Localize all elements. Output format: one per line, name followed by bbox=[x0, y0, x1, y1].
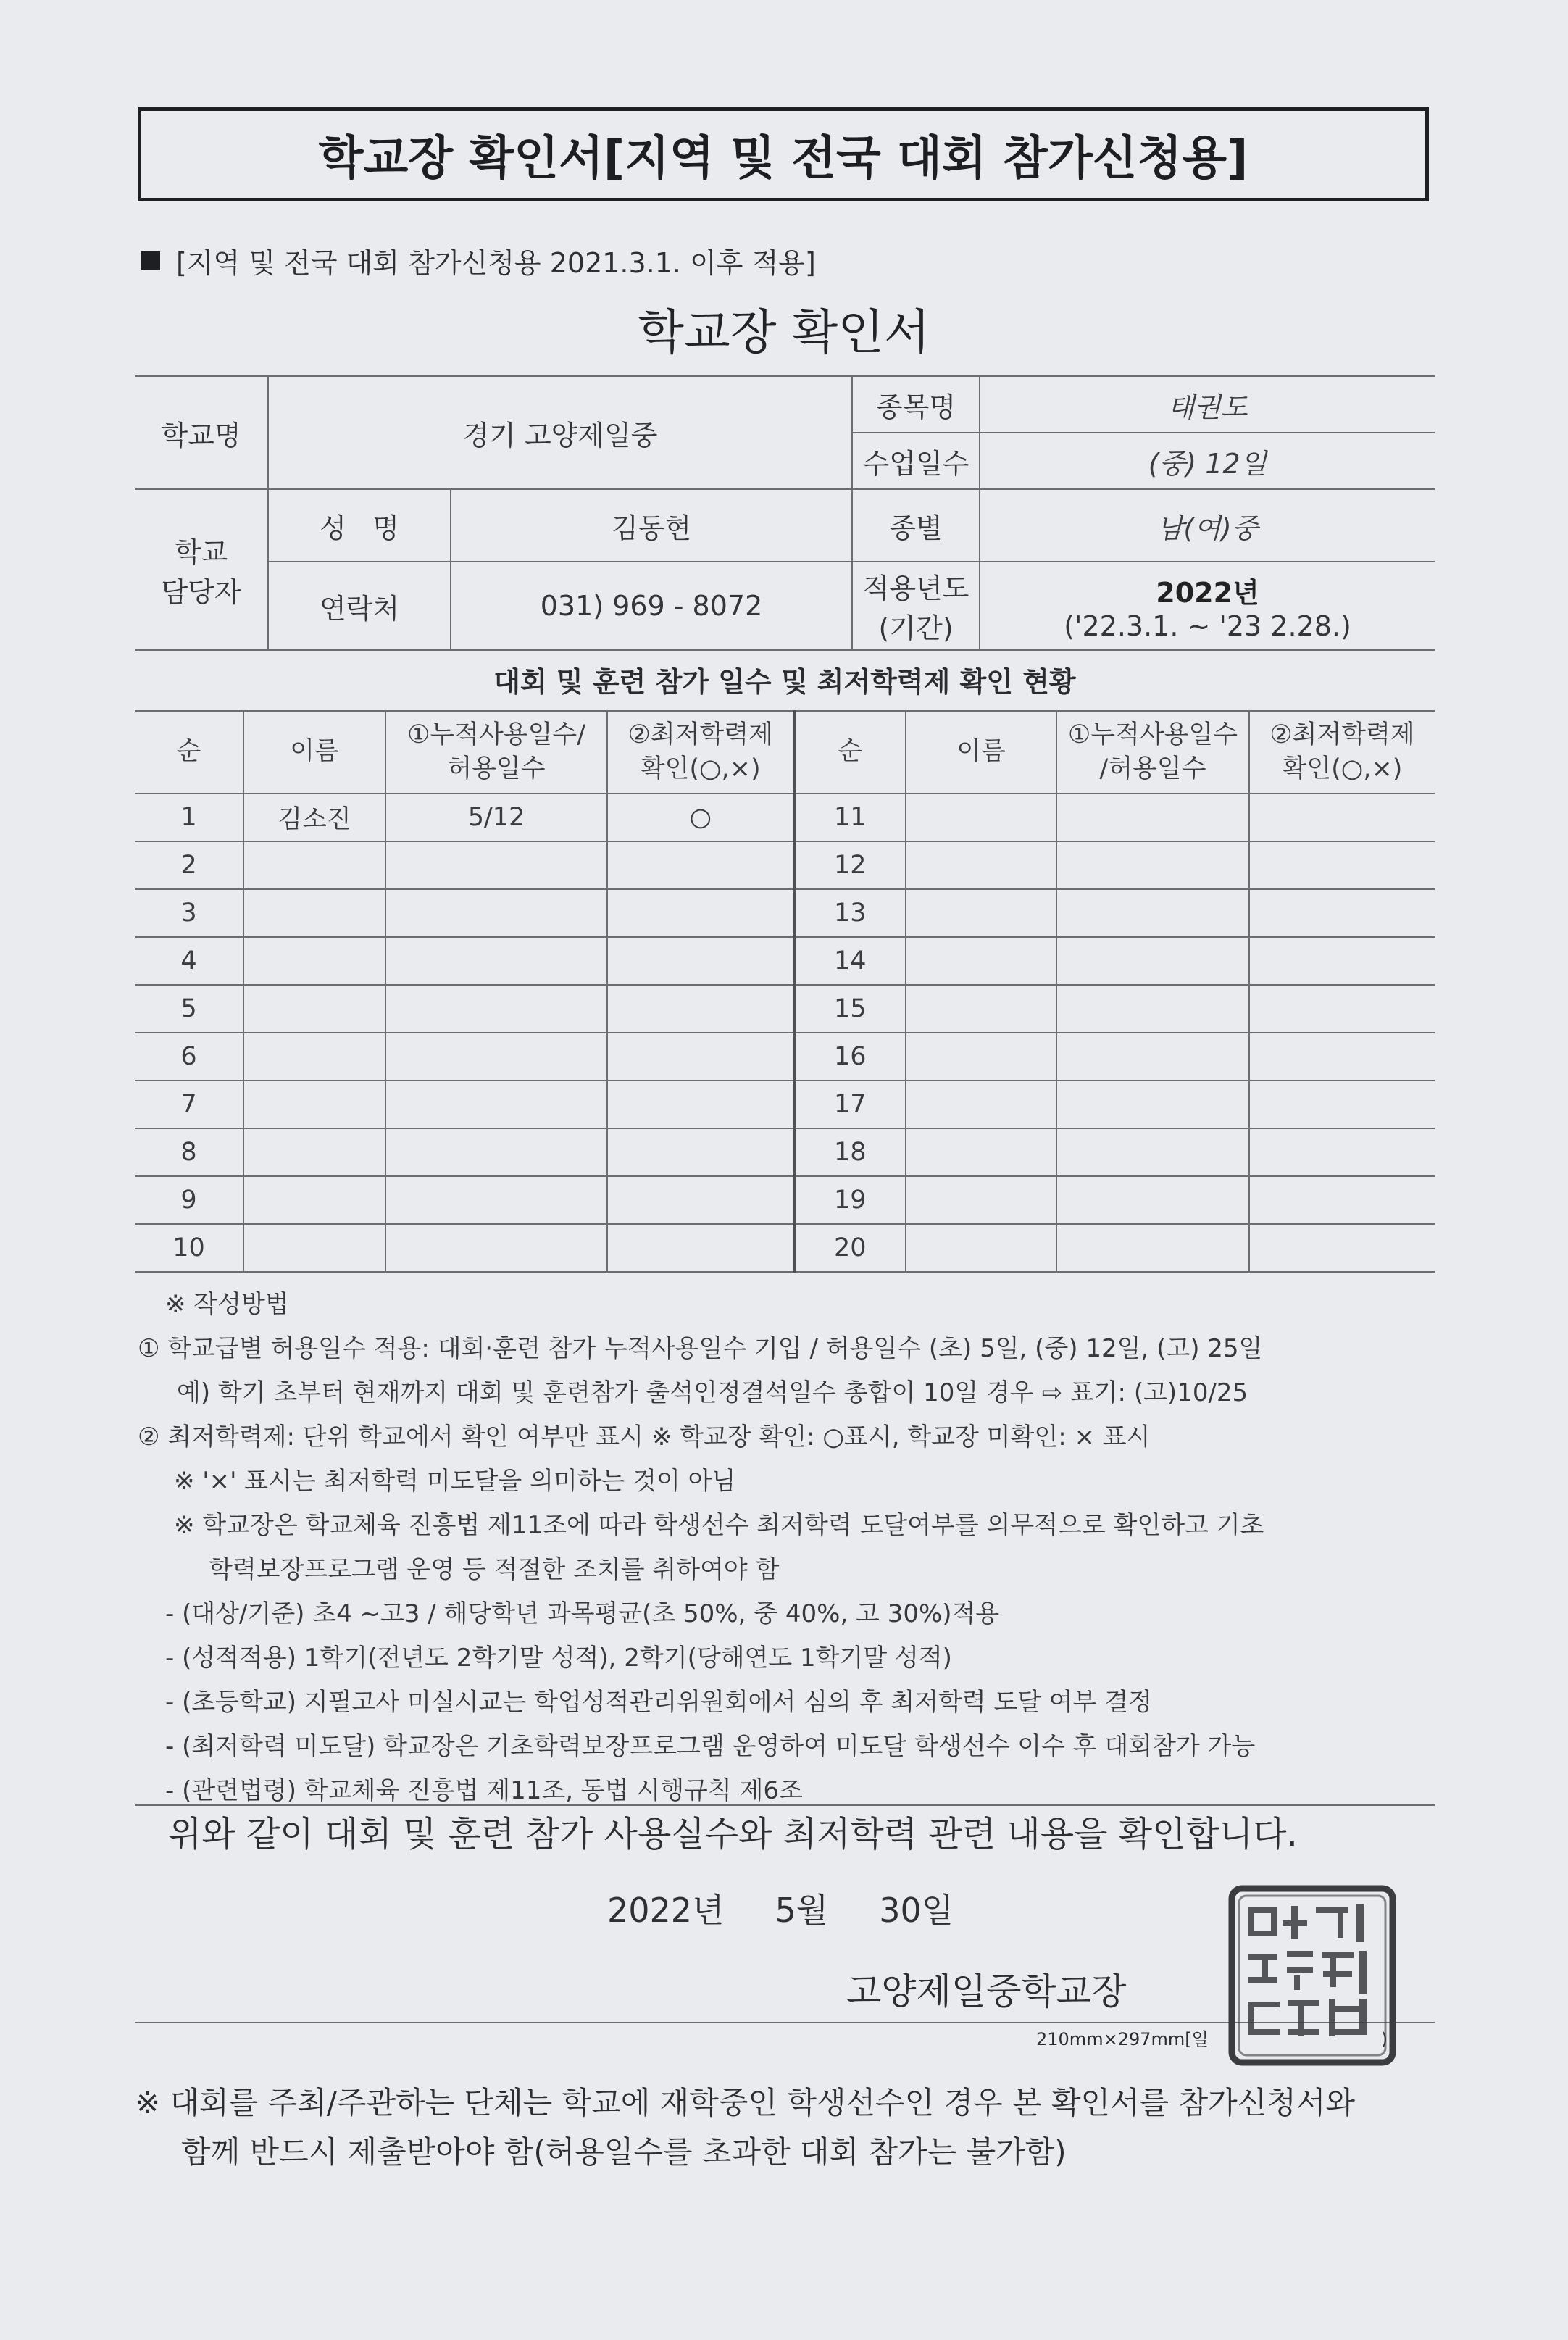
table-row bbox=[135, 1033, 1435, 1081]
row-number: 16 bbox=[794, 1033, 906, 1081]
class-days-value: (중) 12일 bbox=[980, 433, 1435, 489]
min-academic-check bbox=[1249, 889, 1435, 937]
student-name bbox=[906, 985, 1056, 1033]
table-row bbox=[135, 1176, 1435, 1224]
student-name bbox=[243, 1224, 385, 1272]
row-number: 14 bbox=[794, 937, 906, 985]
header-days-right-line1: ①누적사용일수 bbox=[1067, 720, 1238, 749]
days-used bbox=[1056, 794, 1249, 841]
notice-line: 함께 반드시 제출받아야 함(허용일수를 초과한 대회 참가는 불가함) bbox=[181, 2134, 1067, 2170]
student-name: 김소진 bbox=[243, 794, 385, 841]
school-name-value: 경기 고양제일중 bbox=[268, 376, 852, 489]
days-used bbox=[385, 937, 607, 985]
student-name bbox=[906, 841, 1056, 889]
table-header-row bbox=[135, 711, 1435, 794]
row-number: 20 bbox=[794, 1224, 906, 1272]
date-month: 5월 bbox=[775, 1891, 829, 1930]
student-name bbox=[243, 937, 385, 985]
student-name bbox=[906, 1033, 1056, 1081]
row-number: 18 bbox=[794, 1128, 906, 1176]
days-used bbox=[1056, 1176, 1249, 1224]
header-days-line2: 허용일수 bbox=[447, 754, 546, 783]
table-row bbox=[135, 794, 1435, 841]
submission-notice bbox=[135, 2078, 1475, 2177]
min-academic-check bbox=[607, 1128, 794, 1176]
days-used bbox=[385, 1176, 607, 1224]
school-name-label: 학교명 bbox=[135, 376, 268, 489]
days-used bbox=[1056, 889, 1249, 937]
days-used bbox=[385, 1128, 607, 1176]
days-used: 5/12 bbox=[385, 794, 607, 841]
row-number: 3 bbox=[135, 889, 243, 937]
instruction-line: 예) 학기 초부터 현재까지 대회 및 훈련참가 출석인정결석일수 총합이 10일 경우 ⇨ 표기: (고)10/25 bbox=[177, 1378, 1248, 1407]
year-value-line2: ('22.3.1. ~ '23 2.28.) bbox=[1064, 609, 1351, 642]
year-label-line2: (기간) bbox=[878, 612, 954, 644]
header-days-line1: ①누적사용일수/ bbox=[406, 720, 586, 749]
student-name bbox=[906, 1128, 1056, 1176]
min-academic-check bbox=[607, 889, 794, 937]
row-number: 17 bbox=[794, 1081, 906, 1128]
student-name bbox=[243, 1081, 385, 1128]
min-academic-check bbox=[1249, 937, 1435, 985]
instruction-line: - (초등학교) 지필고사 미실시교는 학업성적관리위원회에서 심의 후 최저학력 도달 여부 결정 bbox=[165, 1688, 1153, 1717]
table-row bbox=[135, 1081, 1435, 1128]
table-row bbox=[135, 1224, 1435, 1272]
days-used bbox=[385, 841, 607, 889]
min-academic-check bbox=[607, 1081, 794, 1128]
student-name bbox=[906, 794, 1056, 841]
student-name bbox=[906, 889, 1056, 937]
min-academic-check bbox=[607, 1224, 794, 1272]
header-check-line2: 확인(○,×) bbox=[640, 754, 761, 783]
days-used bbox=[1056, 841, 1249, 889]
min-academic-check bbox=[1249, 985, 1435, 1033]
instruction-line: 학력보장프로그램 운영 등 적절한 조치를 취하여야 함 bbox=[209, 1555, 780, 1584]
header-check-right-line2: 확인(○,×) bbox=[1282, 754, 1403, 783]
student-name bbox=[243, 841, 385, 889]
student-name bbox=[243, 1176, 385, 1224]
days-used bbox=[1056, 985, 1249, 1033]
row-number: 9 bbox=[135, 1176, 243, 1224]
min-academic-check bbox=[1249, 1176, 1435, 1224]
instructions bbox=[138, 1283, 1456, 1813]
contact-label: 연락처 bbox=[268, 562, 451, 650]
days-used bbox=[1056, 1033, 1249, 1081]
row-number: 12 bbox=[794, 841, 906, 889]
table-row bbox=[135, 937, 1435, 985]
school-info-table bbox=[135, 375, 1435, 651]
school-seal-stamp bbox=[1222, 1881, 1403, 2071]
class-days-label: 수업일수 bbox=[852, 433, 980, 489]
table-row bbox=[135, 985, 1435, 1033]
student-name bbox=[243, 1128, 385, 1176]
document-title: 학교장 확인서 bbox=[638, 304, 930, 360]
table-row bbox=[135, 1128, 1435, 1176]
min-academic-check bbox=[607, 985, 794, 1033]
table-row bbox=[135, 841, 1435, 889]
row-number: 2 bbox=[135, 841, 243, 889]
min-academic-check bbox=[1249, 1128, 1435, 1176]
student-name bbox=[243, 889, 385, 937]
min-academic-check bbox=[607, 1176, 794, 1224]
student-name bbox=[906, 937, 1056, 985]
instruction-line: ※ 학교장은 학교체육 진흥법 제11조에 따라 학생선수 최저학력 도달여부를 의무적으로 확인하고 기초 bbox=[174, 1511, 1264, 1540]
min-academic-check bbox=[1249, 1224, 1435, 1272]
header-no: 순 bbox=[135, 711, 243, 794]
min-academic-check bbox=[1249, 1033, 1435, 1081]
row-number: 11 bbox=[794, 794, 906, 841]
header-name: 이름 bbox=[243, 711, 385, 794]
min-academic-check bbox=[607, 937, 794, 985]
instruction-line: ① 학교급별 허용일수 적용: 대회·훈련 참가 누적사용일수 기입 / 허용일수 (초) 5일, (중) 12일, (고) 25일 bbox=[138, 1334, 1263, 1363]
table-row bbox=[135, 889, 1435, 937]
form-title: 학교장 확인서[지역 및 전국 대회 참가신청용] bbox=[138, 107, 1429, 201]
min-academic-check: ○ bbox=[607, 794, 794, 841]
contact-value: 031) 969 - 8072 bbox=[451, 562, 852, 650]
days-used bbox=[385, 889, 607, 937]
min-academic-check bbox=[1249, 1081, 1435, 1128]
student-name bbox=[906, 1224, 1056, 1272]
manager-label-line2: 담당자 bbox=[161, 576, 241, 608]
header-days-right bbox=[1056, 711, 1249, 794]
application-note bbox=[141, 241, 816, 280]
header-name-right: 이름 bbox=[906, 711, 1056, 794]
header-days bbox=[385, 711, 607, 794]
year-value-line1: 2022년 bbox=[1156, 576, 1259, 609]
row-number: 7 bbox=[135, 1081, 243, 1128]
min-academic-check bbox=[1249, 841, 1435, 889]
instruction-line: - (성적적용) 1학기(전년도 2학기말 성적), 2학기(당해연도 1학기말 성적) bbox=[165, 1644, 952, 1673]
row-number: 13 bbox=[794, 889, 906, 937]
days-used bbox=[385, 1081, 607, 1128]
days-used bbox=[1056, 1224, 1249, 1272]
days-used bbox=[1056, 937, 1249, 985]
days-used bbox=[385, 985, 607, 1033]
instruction-line: - (관련법령) 학교체육 진흥법 제11조, 동법 시행규칙 제6조 bbox=[165, 1776, 803, 1805]
date-year: 2022년 bbox=[607, 1891, 725, 1930]
min-academic-check bbox=[1249, 794, 1435, 841]
days-used bbox=[1056, 1081, 1249, 1128]
instructions-heading: ※ 작성방법 bbox=[165, 1290, 289, 1319]
gender-value: 남(여)중 bbox=[980, 489, 1435, 562]
sport-label: 종목명 bbox=[852, 376, 980, 433]
row-number: 5 bbox=[135, 985, 243, 1033]
row-number: 10 bbox=[135, 1224, 243, 1272]
student-name bbox=[906, 1176, 1056, 1224]
confirmation-statement: 위와 같이 대회 및 훈련 참가 사용실수와 최저학력 관련 내용을 확인합니다. bbox=[168, 1814, 1298, 1854]
student-name bbox=[906, 1081, 1056, 1128]
row-number: 4 bbox=[135, 937, 243, 985]
year-value bbox=[980, 562, 1435, 650]
principal-signature: 고양제일중학교장 bbox=[846, 1970, 1127, 2012]
paper-size-note-right: )] bbox=[1380, 2029, 1395, 2049]
manager-name-label: 성 명 bbox=[268, 489, 451, 562]
header-days-right-line2: /허용일수 bbox=[1099, 754, 1206, 783]
year-label bbox=[852, 562, 980, 650]
manager-name-value: 김동현 bbox=[451, 489, 852, 562]
square-bullet-icon bbox=[141, 251, 160, 270]
row-number: 6 bbox=[135, 1033, 243, 1081]
instruction-line: - (최저학력 미도달) 학교장은 기초학력보장프로그램 운영하여 미도달 학생선수 이수 후 대회참가 가능 bbox=[165, 1732, 1256, 1761]
row-number: 1 bbox=[135, 794, 243, 841]
paper-size-note-left: 210mm×297mm[일 bbox=[1036, 2029, 1209, 2049]
manager-label-line1: 학교 bbox=[174, 536, 228, 568]
instruction-line: ※ '×' 표시는 최저학력 미도달을 의미하는 것이 아님 bbox=[174, 1467, 736, 1496]
signing-date bbox=[607, 1884, 954, 1932]
min-academic-check bbox=[607, 1033, 794, 1081]
year-label-line1: 적용년도 bbox=[862, 572, 969, 604]
days-used bbox=[1056, 1128, 1249, 1176]
instruction-line: - (대상/기준) 초4 ~고3 / 해당학년 과목평균(초 50%, 중 40%, 고 30%)적용 bbox=[165, 1599, 1000, 1628]
application-note-text: [지역 및 전국 대회 참가신청용 2021.3.1. 이후 적용] bbox=[176, 247, 816, 279]
row-number: 8 bbox=[135, 1128, 243, 1176]
student-name bbox=[243, 1033, 385, 1081]
header-check-right-line1: ②최저학력제 bbox=[1269, 720, 1415, 749]
sport-value: 태권도 bbox=[980, 376, 1435, 433]
header-check-line1: ②최저학력제 bbox=[627, 720, 773, 749]
gender-label: 종별 bbox=[852, 489, 980, 562]
row-number: 15 bbox=[794, 985, 906, 1033]
header-check-right bbox=[1249, 711, 1435, 794]
header-check bbox=[607, 711, 794, 794]
status-section-title: 대회 및 훈련 참가 일수 및 최저학력제 확인 현황 bbox=[493, 666, 1076, 698]
days-used bbox=[385, 1224, 607, 1272]
row-number: 19 bbox=[794, 1176, 906, 1224]
date-day: 30일 bbox=[879, 1891, 954, 1930]
min-academic-check bbox=[607, 841, 794, 889]
manager-label bbox=[135, 489, 268, 650]
header-no-right: 순 bbox=[794, 711, 906, 794]
days-used bbox=[385, 1033, 607, 1081]
notice-line: ※ 대회를 주최/주관하는 단체는 학교에 재학중인 학생선수인 경우 본 확인서를 참가신청서와 bbox=[135, 2085, 1356, 2120]
participation-status-table bbox=[135, 710, 1435, 1273]
instruction-line: ② 최저학력제: 단위 학교에서 확인 여부만 표시 ※ 학교장 확인: ○표시, 학교장 미확인: × 표시 bbox=[138, 1423, 1151, 1452]
student-name bbox=[243, 985, 385, 1033]
